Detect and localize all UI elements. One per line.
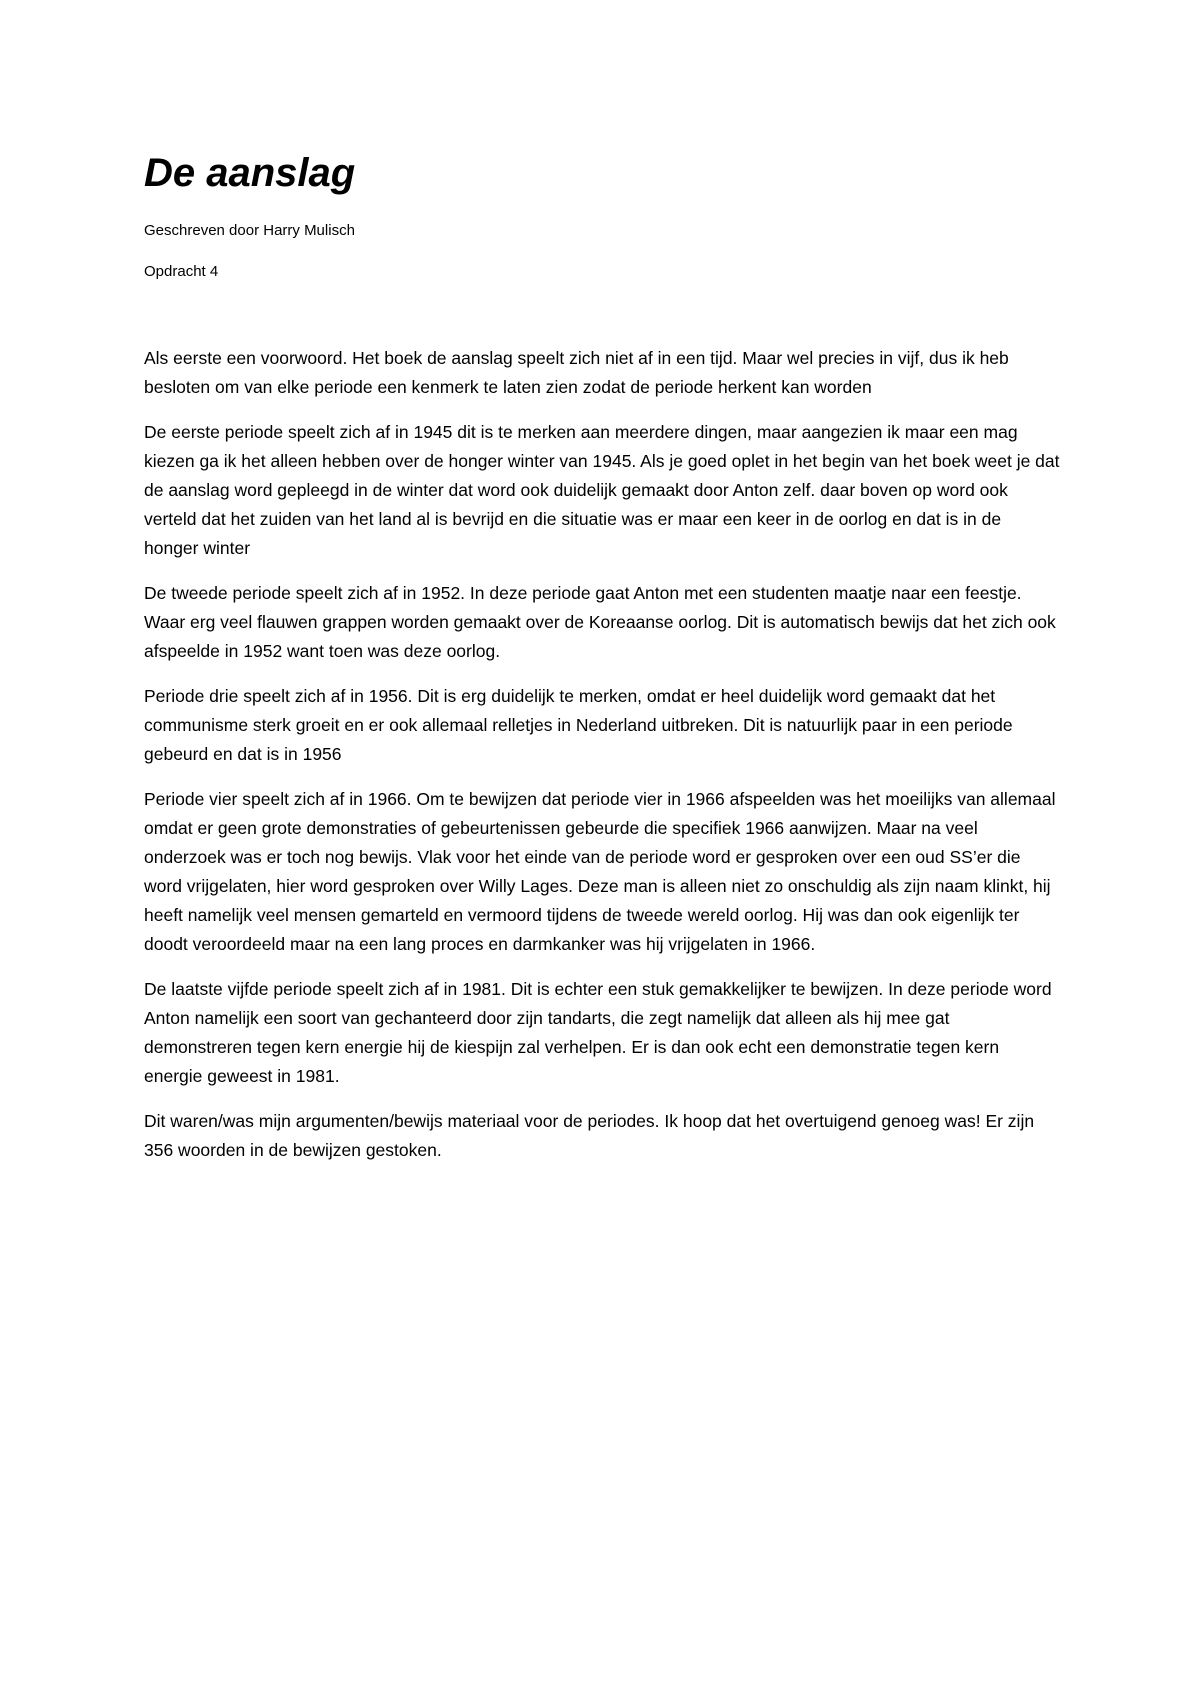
paragraph-period-1952: De tweede periode speelt zich af in 1952. In deze periode gaat Anton met een studenten maatje naar een feestje. Waar erg veel flauwen grappen worden gemaakt over de Koreaanse oorlog. Dit is automatisch bewijs dat het zich ook afspeelde in 1952 want toen was deze oorlog. [144, 583, 1056, 661]
paragraph-period-1945: De eerste periode speelt zich af in 1945 dit is te merken aan meerdere dingen, maar aangezien ik maar een mag kiezen ga ik het alleen hebben over de honger winter van 1945. Als je goed oplet in het begin van het boek weet je dat de aanslag word gepleegd in de winter dat word ook duidelijk gemaakt door Anton zelf. daar boven op word ook verteld dat het zuiden van het land al is bevrijd en die situatie was er maar een keer in de oorlog en dat is in de honger winter [144, 422, 1060, 558]
paragraph-period-1981: De laatste vijfde periode speelt zich af in 1981. Dit is echter een stuk gemakkelijker te bewijzen. In deze periode word Anton namelijk een soort van gechanteerd door zijn tandarts, die zegt namelijk dat alleen als hij mee gat demonstreren tegen kern energie hij de kiespijn zal verhelpen. Er is dan ook echt een demonstratie tegen kern energie geweest in 1981. [144, 979, 1052, 1086]
assignment-label: Opdracht 4 [144, 263, 219, 280]
document-title: De aanslag [144, 151, 356, 195]
author-line: Geschreven door Harry Mulisch [144, 222, 355, 239]
paragraph-period-1966: Periode vier speelt zich af in 1966. Om te bewijzen dat periode vier in 1966 afspeelden was het moeilijks van allemaal omdat er geen grote demonstraties of gebeurtenissen gebeurde die specifiek 1966 aanwijzen. Maar na veel onderzoek was er toch nog bewijs. Vlak voor het einde van de periode word er gesproken over een oud SS’er die word vrijgelaten, hier word gesproken over Willy Lages. Deze man is alleen niet zo onschuldig als zijn naam klinkt, hij heeft namelijk veel mensen gemarteld en vermoord tijdens de tweede wereld oorlog. Hij was dan ook eigenlijk ter doodt veroordeeld maar na een lang proces en darmkanker was hij vrijgelaten in 1966. [144, 789, 1056, 954]
paragraph-conclusion: Dit waren/was mijn argumenten/bewijs materiaal voor de periodes. Ik hoop dat het overtuigend genoeg was! Er zijn 356 woorden in de bewijzen gestoken. [144, 1111, 1035, 1160]
document-body [144, 344, 1060, 1181]
paragraph-foreword: Als eerste een voorwoord. Het boek de aanslag speelt zich niet af in een tijd. Maar wel precies in vijf, dus ik heb besloten om van elke periode een kenmerk te laten zien zodat de periode herkent kan worden [144, 348, 1009, 397]
paragraph-period-1956: Periode drie speelt zich af in 1956. Dit is erg duidelijk te merken, omdat er heel duidelijk word gemaakt dat het communisme sterk groeit en er ook allemaal relletjes in Nederland uitbreken. Dit is natuurlijk paar in een periode gebeurd en dat is in 1956 [144, 686, 1013, 764]
